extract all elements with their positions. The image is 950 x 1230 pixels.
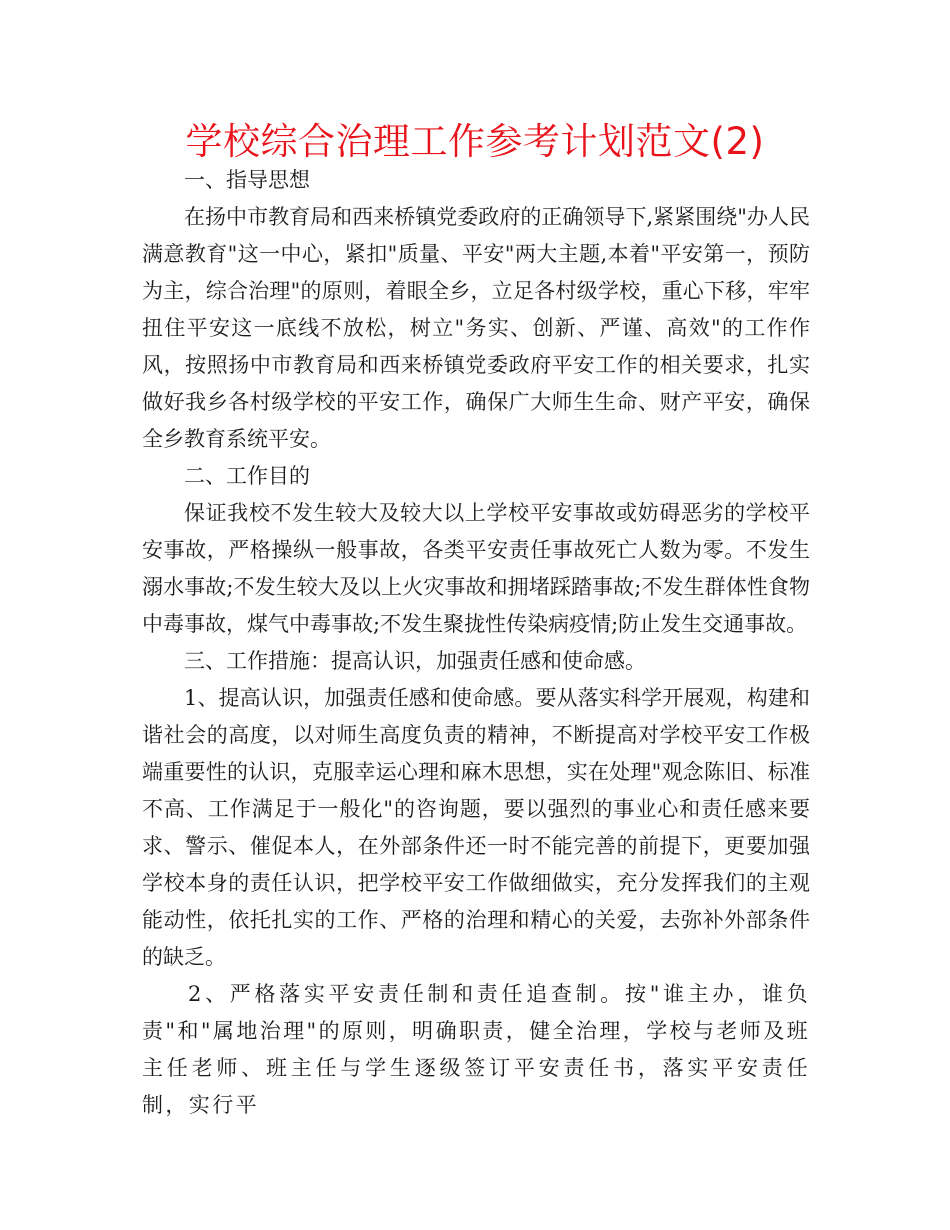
section-heading-work-measures: 三、工作措施：提高认识，加强责任感和使命感。 — [184, 649, 646, 673]
document-title: 学校综合治理工作参考计划范文(2) — [185, 120, 765, 163]
paragraph-measure-2: 2、严格落实平安责任制和责任追查制。按"谁主办，谁负责"和"属地治理"的原则，明确职责，健全治理，学校与老师及班主任老师、班主任与学生逐级签订平安责任书，落实平安责任制，实行平 — [142, 982, 810, 1117]
document-body — [142, 162, 810, 1124]
section-heading-work-goal: 二、工作目的 — [184, 464, 310, 488]
paragraph-guiding-thought: 在扬中市教育局和西来桥镇党委政府的正确领导下,紧紧围绕"办人民满意教育"这一中心，紧扣"质量、平安"两大主题,本着"平安第一，预防为主，综合治理"的原则，着眼全乡，立足各村级学校，重心下移，牢牢扭住平安这一底线不放松，树立"务实、创新、严谨、高效"的工作作风，按照扬中市教育局和西来桥镇党委政府平安工作的相关要求，扎实做好我乡各村级学校的平安工作，确保广大师生生命、财产平安，确保全乡教育系统平安。 — [142, 205, 810, 451]
section-heading-guiding-thought: 一、指导思想 — [184, 168, 310, 192]
paragraph-measure-1: 1、提高认识，加强责任感和使命感。要从落实科学开展观，构建和谐社会的高度，以对师生高度负责的精神，不断提高对学校平安工作极端重要性的认识，克服幸运心理和麻木思想，实在处理"观念陈旧、标准不高、工作满足于一般化"的咨询题，要以强烈的事业心和责任感来要求、警示、催促本人，在外部条件还一时不能完善的前提下，更要加强学校本身的责任认识，把学校平安工作做细做实，充分发挥我们的主观能动性，依托扎实的工作、严格的治理和精心的关爱，去弥补外部条件的缺乏。 — [142, 686, 810, 969]
paragraph-work-goal: 保证我校不发生较大及较大以上学校平安事故或妨碍恶劣的学校平安事故，严格操纵一般事故，各类平安责任事故死亡人数为零。不发生溺水事故;不发生较大及以上火灾事故和拥堵踩踏事故;不发生群体性食物中毒事故，煤气中毒事故;不发生聚拢性传染病疫情;防止发生交通事故。 — [142, 501, 810, 636]
